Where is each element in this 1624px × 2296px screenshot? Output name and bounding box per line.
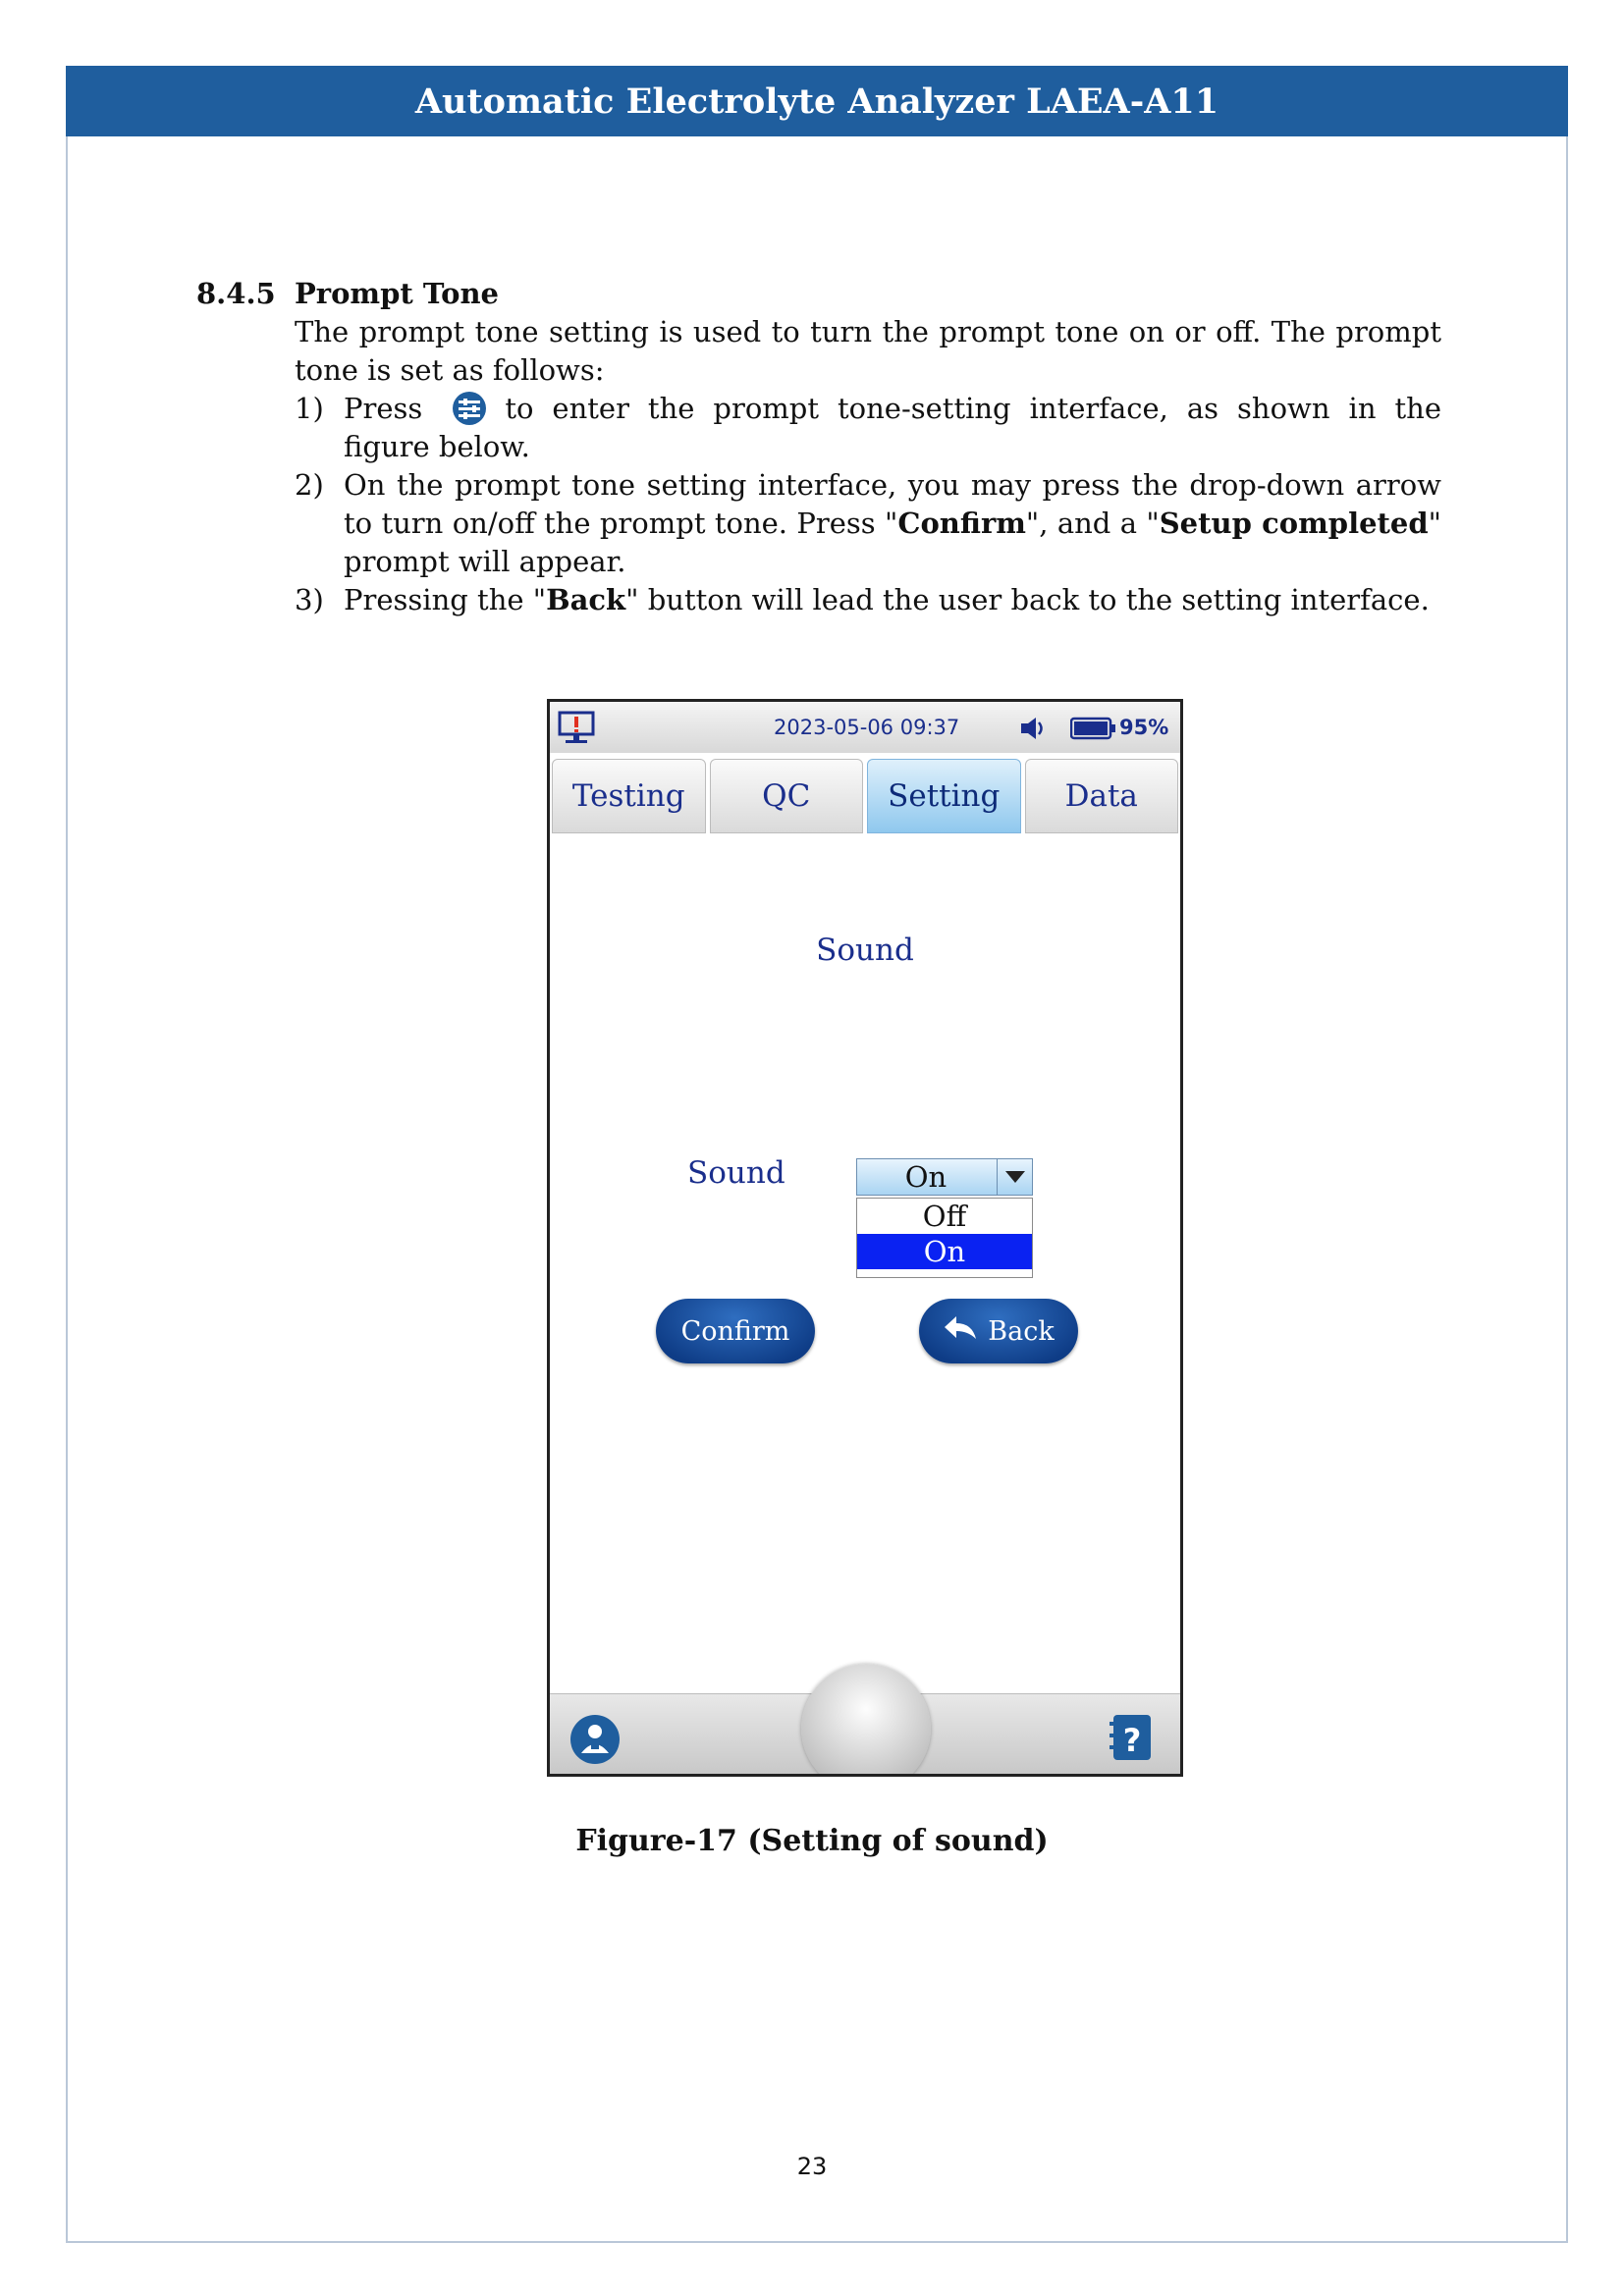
tab-bar xyxy=(550,759,1180,833)
status-datetime: 2023-05-06 09:37 xyxy=(774,716,960,739)
sound-select-value: On xyxy=(904,1160,947,1194)
device-screenshot xyxy=(547,699,1183,1777)
step-item: 3) Pressing the "Back" button will lead the user back to the setting interface. xyxy=(295,583,1430,616)
settings-sliders-icon xyxy=(448,391,491,426)
status-bar xyxy=(550,702,1180,753)
section-title: Prompt Tone xyxy=(295,277,500,310)
computer-alert-icon xyxy=(558,711,597,749)
sound-options-list xyxy=(856,1198,1033,1278)
figure-caption: Figure-17 (Setting of sound) xyxy=(575,1824,1049,1858)
speaker-icon xyxy=(1018,715,1048,747)
screen-title: Sound xyxy=(816,933,914,968)
sound-field-label: Sound xyxy=(687,1155,785,1191)
step-item: 1) Press to enter the prompt tone-setting interface, as shown in the figure below. xyxy=(295,392,1441,463)
option-off[interactable]: Off xyxy=(922,1200,967,1233)
back-arrow-icon xyxy=(943,1313,988,1350)
confirm-button[interactable] xyxy=(656,1299,815,1363)
step-item: 2) On the prompt tone setting interface, you may press the drop-down arrow to turn on/off the prompt tone. Press "Confirm", and a "Setup completed" prompt will appear. xyxy=(295,468,1442,578)
tab-setting[interactable]: Setting xyxy=(867,759,1021,833)
svg-text:?: ? xyxy=(1122,1722,1142,1759)
battery-icon xyxy=(1070,717,1117,745)
battery-percentage: 95% xyxy=(1119,716,1169,739)
page-header xyxy=(66,66,1568,136)
page-number: 23 xyxy=(796,2153,828,2180)
back-label: Back xyxy=(988,1315,1055,1347)
home-button[interactable] xyxy=(801,1664,931,1777)
sound-select[interactable] xyxy=(856,1158,1033,1196)
tab-data[interactable]: Data xyxy=(1025,759,1179,833)
option-on[interactable]: On xyxy=(857,1234,1032,1269)
help-book-icon[interactable] xyxy=(1108,1712,1157,1767)
section-prompt-tone xyxy=(196,275,1441,619)
section-intro: The prompt tone setting is used to turn the prompt tone on or off. The prompt tone is set as follows: xyxy=(295,315,1441,387)
confirm-label: Confirm xyxy=(680,1315,790,1347)
user-icon[interactable] xyxy=(569,1714,621,1769)
chevron-down-icon[interactable] xyxy=(997,1159,1032,1195)
back-button[interactable] xyxy=(919,1299,1078,1363)
tab-qc[interactable]: QC xyxy=(710,759,864,833)
section-number: 8.4.5 xyxy=(196,277,276,310)
section-heading xyxy=(196,275,1441,313)
header-title: Automatic Electrolyte Analyzer LAEA-A11 xyxy=(414,80,1219,122)
tab-testing[interactable]: Testing xyxy=(552,759,706,833)
